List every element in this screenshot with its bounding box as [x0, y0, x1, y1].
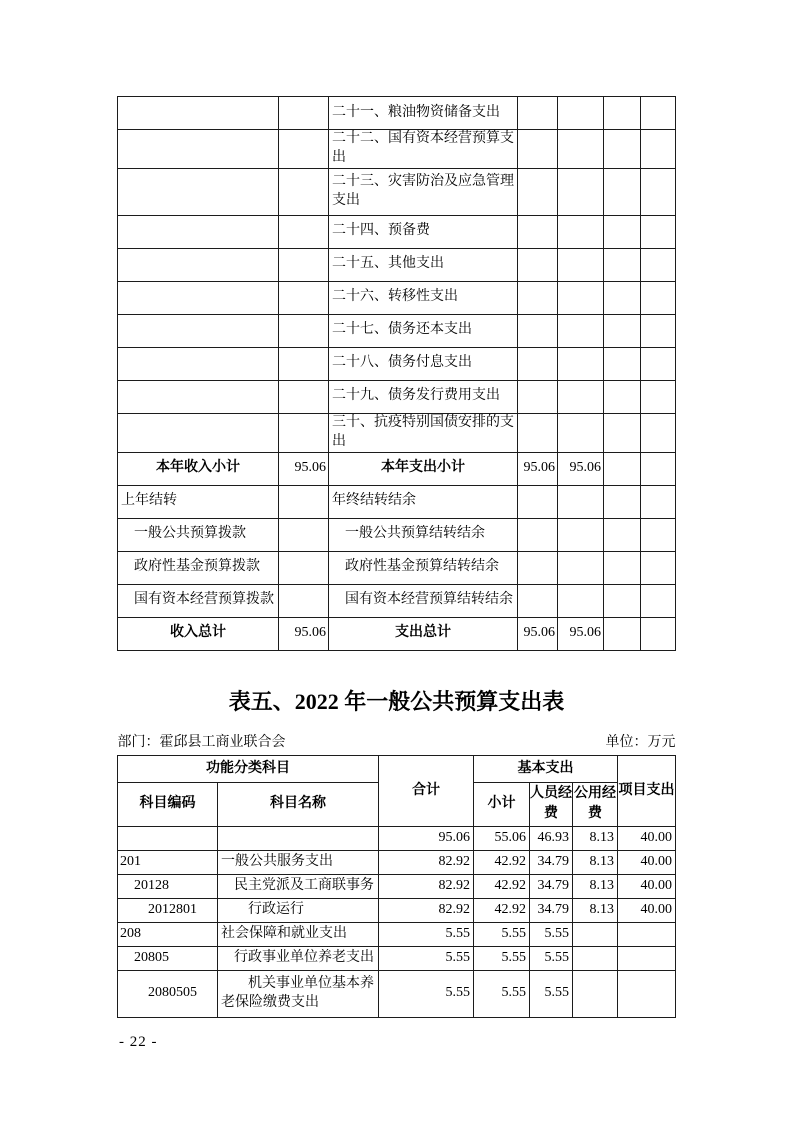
empty-cell: [279, 518, 329, 551]
empty-cell: [279, 281, 329, 314]
header-basic-group: 基本支出: [474, 755, 618, 782]
header-total: 合计: [379, 755, 474, 826]
empty-cell: [518, 314, 558, 347]
empty-cell: [558, 97, 604, 130]
yearend-carryover-label: 年终结转结余: [329, 485, 518, 518]
empty-cell: [279, 380, 329, 413]
empty-cell: [279, 413, 329, 452]
table-row: [118, 584, 676, 617]
empty-cell: [279, 551, 329, 584]
table-row: [118, 248, 676, 281]
empty-cell: [604, 168, 641, 215]
empty-cell: [604, 97, 641, 130]
header-subtotal: 小计: [474, 782, 530, 826]
empty-cell: [518, 413, 558, 452]
empty-cell: [518, 168, 558, 215]
empty-cell: [118, 97, 279, 130]
table-row: [118, 281, 676, 314]
empty-cell: [641, 518, 676, 551]
table-row: [118, 518, 676, 551]
table-row: [118, 946, 676, 970]
expenditure-item-label: 二十二、国有资本经营预算支出: [329, 130, 518, 169]
empty-cell: [604, 347, 641, 380]
subject-code: 2012801: [118, 898, 218, 922]
expenditure-subtotal-value-2: 95.06: [558, 452, 604, 485]
subject-name: 行政运行: [218, 898, 379, 922]
expenditure-item-label: 二十五、其他支出: [329, 248, 518, 281]
public-value: [573, 946, 618, 970]
unit-label: 单位：万元: [605, 734, 676, 750]
personnel-value: 46.93: [530, 826, 573, 850]
expenditure-item-label: 二十八、债务付息支出: [329, 347, 518, 380]
personnel-value: 34.79: [530, 874, 573, 898]
expenditure-item-label: 二十四、预备费: [329, 215, 518, 248]
empty-cell: [641, 281, 676, 314]
empty-cell: [279, 168, 329, 215]
empty-cell: [641, 584, 676, 617]
expenditure-item-label: 二十九、债务发行费用支出: [329, 380, 518, 413]
table-row: [118, 850, 676, 874]
subject-name: 行政事业单位养老支出: [218, 946, 379, 970]
project-value: 40.00: [618, 898, 676, 922]
expenditure-item-label: 三十、抗疫特别国债安排的支出: [329, 413, 518, 452]
empty-cell: [279, 97, 329, 130]
subtotal-value: 5.55: [474, 946, 530, 970]
table-row: [118, 168, 676, 215]
empty-cell: [279, 215, 329, 248]
subtotal-value: 42.92: [474, 850, 530, 874]
expenditure-table: [117, 755, 676, 1018]
total-value: 5.55: [379, 922, 474, 946]
personnel-value: 5.55: [530, 946, 573, 970]
empty-cell: [641, 485, 676, 518]
income-subtotal-label: 本年收入小计: [118, 452, 279, 485]
table-row-income-subtotal: [118, 452, 676, 485]
empty-cell: [641, 380, 676, 413]
empty-cell: [558, 584, 604, 617]
subtotal-value: 5.55: [474, 970, 530, 1017]
expenditure-item-label: 二十三、灾害防治及应急管理支出: [329, 168, 518, 215]
empty-cell: [518, 347, 558, 380]
header-name: 科目名称: [218, 782, 379, 826]
total-value: 5.55: [379, 970, 474, 1017]
total-value: 82.92: [379, 874, 474, 898]
personnel-value: 34.79: [530, 850, 573, 874]
personnel-value: 5.55: [530, 922, 573, 946]
total-value: 5.55: [379, 946, 474, 970]
income-total-value: 95.06: [279, 617, 329, 650]
empty-cell: [641, 97, 676, 130]
table-row: [118, 874, 676, 898]
project-value: [618, 946, 676, 970]
carryover-item-label: 国有资本经营预算拨款: [118, 584, 279, 617]
empty-cell: [518, 584, 558, 617]
empty-cell: [558, 215, 604, 248]
empty-cell: [279, 485, 329, 518]
subject-code: 2080505: [118, 970, 218, 1017]
carryover-item-label: 国有资本经营预算结转结余: [329, 584, 518, 617]
subject-name: 社会保障和就业支出: [218, 922, 379, 946]
table-row: [118, 898, 676, 922]
department-label: 部门：霍邱县工商业联合会: [117, 734, 286, 750]
empty-cell: [641, 168, 676, 215]
empty-cell: [279, 314, 329, 347]
carryover-item-label: 一般公共预算结转结余: [329, 518, 518, 551]
empty-cell: [558, 168, 604, 215]
subject-name: 一般公共服务支出: [218, 850, 379, 874]
empty-cell: [604, 518, 641, 551]
empty-cell: [641, 452, 676, 485]
project-value: 40.00: [618, 874, 676, 898]
total-value: 82.92: [379, 898, 474, 922]
subtotal-value: 55.06: [474, 826, 530, 850]
empty-cell: [118, 168, 279, 215]
total-value: 95.06: [379, 826, 474, 850]
empty-cell: [118, 215, 279, 248]
empty-cell: [518, 380, 558, 413]
header-project: 项目支出: [618, 755, 676, 826]
expenditure-total-value: 95.06: [518, 617, 558, 650]
carryover-item-label: 政府性基金预算结转结余: [329, 551, 518, 584]
income-subtotal-value: 95.06: [279, 452, 329, 485]
empty-cell: [604, 215, 641, 248]
table-row: [118, 347, 676, 380]
empty-cell: [641, 617, 676, 650]
empty-cell: [641, 551, 676, 584]
subject-name: 机关事业单位基本养老保险缴费支出: [218, 970, 379, 1017]
empty-cell: [558, 485, 604, 518]
expenditure-item-label: 二十六、转移性支出: [329, 281, 518, 314]
personnel-value: 34.79: [530, 898, 573, 922]
empty-cell: [641, 347, 676, 380]
summary-balance-table: [117, 96, 676, 651]
empty-cell: [641, 413, 676, 452]
empty-cell: [558, 248, 604, 281]
expenditure-total-value-2: 95.06: [558, 617, 604, 650]
empty-cell: [279, 347, 329, 380]
empty-cell: [118, 380, 279, 413]
subtotal-value: 42.92: [474, 898, 530, 922]
public-value: 8.13: [573, 850, 618, 874]
table-row: [118, 413, 676, 452]
empty-cell: [118, 347, 279, 380]
empty-cell: [518, 281, 558, 314]
header-code: 科目编码: [118, 782, 218, 826]
public-value: [573, 970, 618, 1017]
expenditure-item-label: 二十七、债务还本支出: [329, 314, 518, 347]
empty-cell: [118, 314, 279, 347]
empty-cell: [558, 130, 604, 169]
subject-code: [118, 826, 218, 850]
empty-cell: [604, 380, 641, 413]
project-value: [618, 922, 676, 946]
empty-cell: [558, 518, 604, 551]
empty-cell: [641, 248, 676, 281]
header-row: [118, 755, 676, 782]
empty-cell: [558, 314, 604, 347]
empty-cell: [518, 215, 558, 248]
expenditure-subtotal-label: 本年支出小计: [329, 452, 518, 485]
subject-name: [218, 826, 379, 850]
empty-cell: [641, 215, 676, 248]
carryover-item-label: 政府性基金预算拨款: [118, 551, 279, 584]
project-value: [618, 970, 676, 1017]
empty-cell: [604, 452, 641, 485]
header-func-group: 功能分类科目: [118, 755, 379, 782]
empty-cell: [118, 413, 279, 452]
empty-cell: [518, 551, 558, 584]
empty-cell: [604, 314, 641, 347]
empty-cell: [279, 584, 329, 617]
public-value: 8.13: [573, 898, 618, 922]
table-row: [118, 551, 676, 584]
empty-cell: [604, 281, 641, 314]
subtotal-value: 5.55: [474, 922, 530, 946]
table-row: [118, 215, 676, 248]
table-row: [118, 314, 676, 347]
public-value: 8.13: [573, 874, 618, 898]
empty-cell: [641, 130, 676, 169]
expenditure-total-label: 支出总计: [329, 617, 518, 650]
table-row: [118, 970, 676, 1017]
empty-cell: [279, 248, 329, 281]
carryover-label: 上年结转: [118, 485, 279, 518]
empty-cell: [604, 617, 641, 650]
table5-title: 表五、2022 年一般公共预算支出表: [228, 688, 565, 714]
empty-cell: [518, 130, 558, 169]
empty-cell: [558, 413, 604, 452]
page-number: - 22 -: [119, 1033, 158, 1050]
empty-cell: [558, 380, 604, 413]
table5-meta: [118, 733, 676, 753]
public-value: 8.13: [573, 826, 618, 850]
subject-code: 201: [118, 850, 218, 874]
empty-cell: [118, 281, 279, 314]
empty-cell: [558, 347, 604, 380]
carryover-item-label: 一般公共预算拨款: [118, 518, 279, 551]
header-personnel: 人员经费: [530, 782, 573, 826]
subtotal-value: 42.92: [474, 874, 530, 898]
empty-cell: [604, 248, 641, 281]
total-value: 82.92: [379, 850, 474, 874]
table-row: [118, 485, 676, 518]
header-public: 公用经费: [573, 782, 618, 826]
empty-cell: [518, 518, 558, 551]
project-value: 40.00: [618, 826, 676, 850]
empty-cell: [279, 130, 329, 169]
empty-cell: [604, 130, 641, 169]
empty-cell: [118, 248, 279, 281]
table-row: [118, 97, 676, 130]
table-row: [118, 380, 676, 413]
income-total-label: 收入总计: [118, 617, 279, 650]
subject-code: 20805: [118, 946, 218, 970]
empty-cell: [604, 413, 641, 452]
table-row: [118, 130, 676, 169]
empty-cell: [604, 485, 641, 518]
empty-cell: [118, 130, 279, 169]
empty-cell: [604, 584, 641, 617]
empty-cell: [604, 551, 641, 584]
empty-cell: [558, 281, 604, 314]
empty-cell: [641, 314, 676, 347]
project-value: 40.00: [618, 850, 676, 874]
expenditure-item-label: 二十一、粮油物资储备支出: [329, 97, 518, 130]
empty-cell: [518, 248, 558, 281]
expenditure-subtotal-value: 95.06: [518, 452, 558, 485]
personnel-value: 5.55: [530, 970, 573, 1017]
empty-cell: [558, 551, 604, 584]
public-value: [573, 922, 618, 946]
subject-code: 208: [118, 922, 218, 946]
empty-cell: [518, 97, 558, 130]
table-row: [118, 922, 676, 946]
table-row-totals: [118, 826, 676, 850]
empty-cell: [518, 485, 558, 518]
subject-code: 20128: [118, 874, 218, 898]
table-row-grand-total: [118, 617, 676, 650]
subject-name: 民主党派及工商联事务: [218, 874, 379, 898]
